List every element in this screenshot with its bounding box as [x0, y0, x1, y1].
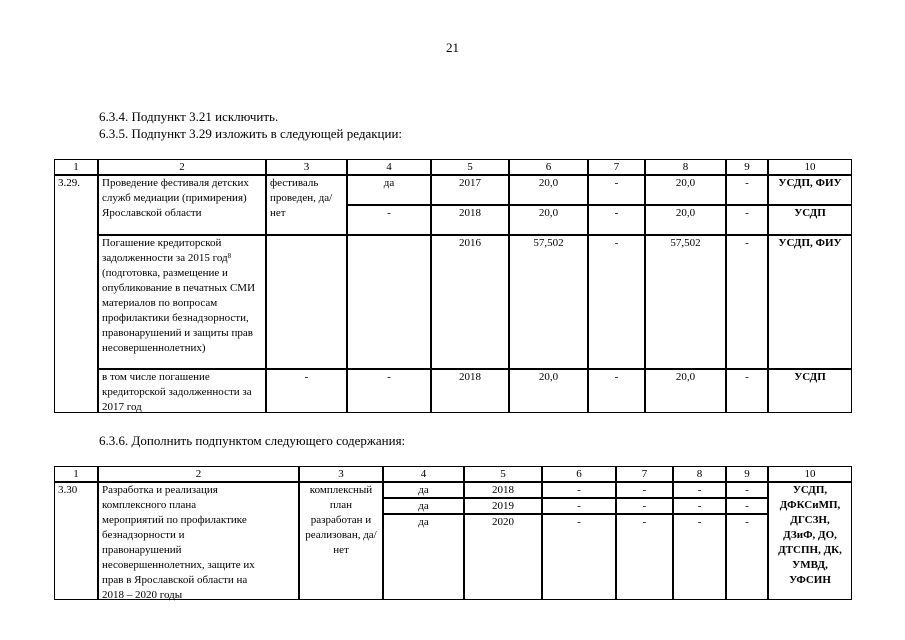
header-cell: 9: [726, 466, 768, 482]
activity-cell: Разработка и реализация комплексного плана мероприятий по профилактике безнадзорности и правонарушений несовершеннолетних, защите их прав в Ярославской области на 2018 – 2020 годы: [98, 482, 299, 600]
value-cell: -: [588, 369, 645, 413]
value-cell: 20,0: [509, 205, 588, 235]
year-cell: 2017: [431, 175, 509, 205]
value-cell: да: [383, 514, 464, 600]
year-cell: 2018: [431, 205, 509, 235]
value-cell: -: [726, 498, 768, 514]
header-cell: 4: [383, 466, 464, 482]
activity-cell: в том числе погашение кредиторской задолженности за 2017 год: [98, 369, 266, 413]
value-cell: -: [588, 205, 645, 235]
value-cell: -: [542, 514, 616, 600]
header-cell: 7: [588, 159, 645, 175]
header-cell: 10: [768, 159, 852, 175]
value-cell: -: [347, 369, 431, 413]
item-6-3-4: 6.3.4. Подпункт 3.21 исключить.: [99, 109, 279, 124]
value-cell: -: [542, 482, 616, 498]
item-number: 3.30: [54, 482, 98, 600]
page-number: 21: [446, 40, 459, 55]
executor-cell: УСДП, ФИУ: [768, 235, 852, 369]
header-cell: 6: [509, 159, 588, 175]
empty-cell: [347, 235, 431, 369]
table-item-3-29: [55, 160, 853, 414]
item-number: 3.29.: [54, 175, 98, 413]
value-cell: 57,502: [645, 235, 726, 369]
value-cell: -: [588, 235, 645, 369]
value-cell: -: [726, 235, 768, 369]
activity-main-text: Погашение кредиторской задолженности за 2015 год: [102, 237, 228, 264]
header-cell: 2: [98, 466, 299, 482]
header-cell: 5: [431, 159, 509, 175]
value-cell: -: [266, 369, 347, 413]
value-cell: -: [673, 498, 726, 514]
activity-cell: [98, 235, 266, 369]
value-cell: 20,0: [645, 175, 726, 205]
value-cell: да: [383, 482, 464, 498]
value-cell: -: [726, 175, 768, 205]
value-cell: -: [726, 369, 768, 413]
header-cell: 10: [768, 466, 852, 482]
header-cell: 1: [54, 466, 98, 482]
header-cell: 6: [542, 466, 616, 482]
value-cell: 20,0: [645, 205, 726, 235]
value-cell: -: [542, 498, 616, 514]
table-item-3-30: [55, 467, 853, 601]
empty-cell: [266, 235, 347, 369]
value-cell: 20,0: [509, 369, 588, 413]
value-cell: -: [673, 482, 726, 498]
value-cell: -: [616, 498, 673, 514]
value-cell: -: [726, 514, 768, 600]
executor-cell: УСДП: [768, 205, 852, 235]
header-cell: 8: [645, 159, 726, 175]
year-cell: 2018: [431, 369, 509, 413]
executor-cell: УСДП, ДФКСиМП, ДГСЗН, ДЗиФ, ДО, ДТСПН, ДК, УМВД, УФСИН: [768, 482, 852, 600]
header-cell: 9: [726, 159, 768, 175]
indicator-cell: фестиваль проведен, да/нет: [266, 175, 347, 235]
header-cell: 2: [98, 159, 266, 175]
footnote-mark: 8: [227, 252, 232, 260]
header-cell: 7: [616, 466, 673, 482]
item-6-3-6: 6.3.6. Дополнить подпунктом следующего содержания:: [99, 433, 406, 448]
year-cell: 2020: [464, 514, 542, 600]
year-cell: 2019: [464, 498, 542, 514]
value-cell: 57,502: [509, 235, 588, 369]
header-cell: 4: [347, 159, 431, 175]
activity-cell: Проведение фестиваля детских служб медиации (примирения) Ярославской области: [98, 175, 266, 235]
header-cell: 1: [54, 159, 98, 175]
value-cell: -: [588, 175, 645, 205]
value-cell: -: [347, 205, 431, 235]
value-cell: -: [616, 482, 673, 498]
value-cell: да: [347, 175, 431, 205]
value-cell: да: [383, 498, 464, 514]
header-cell: 3: [299, 466, 383, 482]
value-cell: -: [726, 482, 768, 498]
year-cell: 2016: [431, 235, 509, 369]
value-cell: -: [673, 514, 726, 600]
executor-cell: УСДП, ФИУ: [768, 175, 852, 205]
header-cell: 5: [464, 466, 542, 482]
header-cell: 3: [266, 159, 347, 175]
year-cell: 2018: [464, 482, 542, 498]
value-cell: -: [616, 514, 673, 600]
value-cell: -: [726, 205, 768, 235]
value-cell: 20,0: [645, 369, 726, 413]
activity-rest-text: (подготовка, размещение и опубликование в печатных СМИ материалов по вопросам профилактики безнадзорности, правонарушений и защиты прав несовершеннолетних): [102, 267, 256, 354]
item-6-3-5: 6.3.5. Подпункт 3.29 изложить в следующей редакции:: [99, 126, 403, 141]
value-cell: 20,0: [509, 175, 588, 205]
executor-cell: УСДП: [768, 369, 852, 413]
header-cell: 8: [673, 466, 726, 482]
indicator-cell: комплексный план разработан и реализован, да/нет: [299, 482, 383, 600]
